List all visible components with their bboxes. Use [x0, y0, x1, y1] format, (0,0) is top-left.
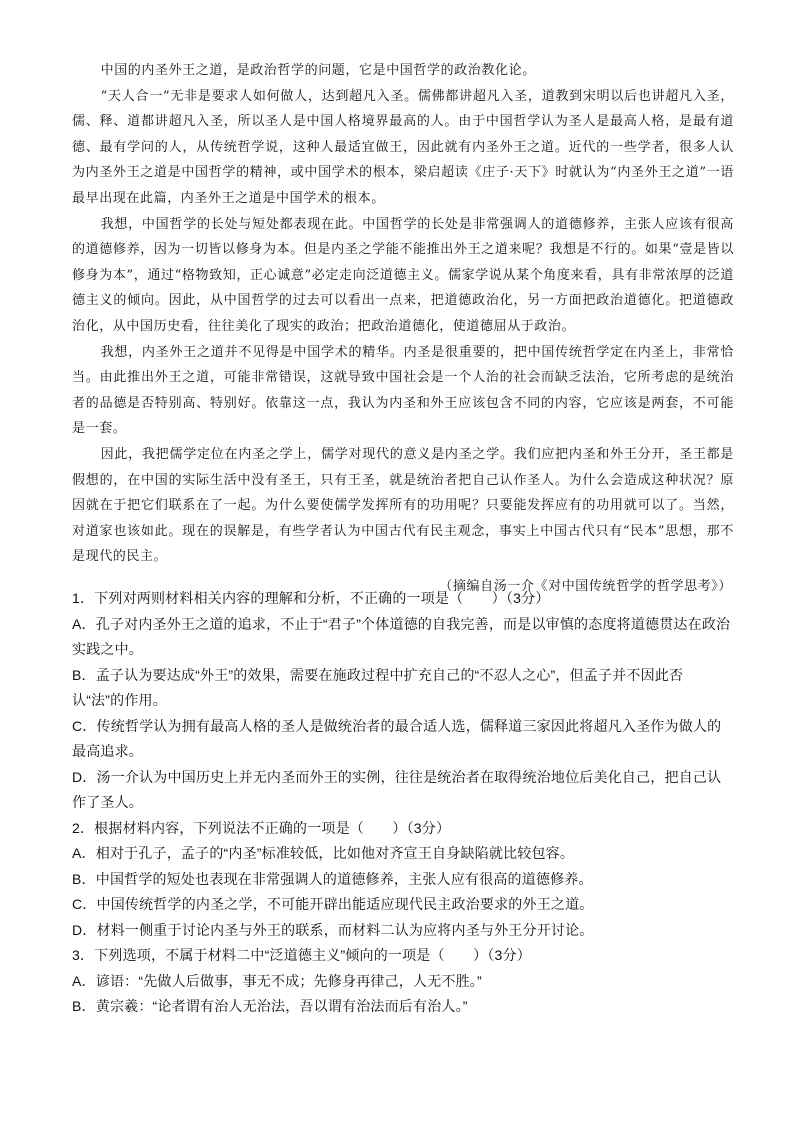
passage-paragraph: 中国的内圣外王之道，是政治哲学的问题，它是中国哲学的政治教化论。 [100, 63, 536, 78]
option-b: B．黄宗羲：“论者谓有治人无治法，吾以谓有治法而后有治人。” [72, 998, 468, 1014]
option-c: C．传统哲学认为拥有最高人格的圣人是做统治者的最合适人选，儒释道三家因此将超凡入圣作为做人的最高追求。 [72, 717, 722, 759]
option-a: A．相对于孔子，孟子的“内圣”标准较低，比如他对齐宣王自身缺陷就比较包容。 [72, 845, 575, 861]
option-d: D．汤一介认为中国历史上并无内圣而外王的实例，往往是统治者在取得统治地位后美化自己，把自己认作了圣人。 [72, 768, 722, 810]
reading-passage [72, 58, 734, 599]
option-d: D．材料一侧重于讨论内圣与外王的联系，而材料二认为应将内圣与外王分开讨论。 [72, 921, 594, 938]
option-b: B．孟子认为要达成“外王”的效果，需要在施政过程中扩充自己的“不忍人之心”，但孟子并不因此否认“法”的作用。 [72, 666, 684, 708]
question-stem: 3．下列选项，不属于材料二中“泛道德主义”倾向的一项是（ ）（3分） [72, 947, 531, 963]
question-list [72, 586, 734, 1020]
question-stem: 1．下列对两则材料相关内容的理解和分析，不正确的一项是（ ）（3分） [72, 590, 550, 606]
option-c: C．中国传统哲学的内圣之学，不可能开辟出能适应现代民主政治要求的外王之道。 [72, 896, 594, 912]
option-a: A．孔子对内圣外王之道的追求，不止于“君子”个体道德的自我完善，而是以审慎的态度将道德贯达在政治实践之中。 [72, 615, 731, 657]
question-1 [72, 586, 734, 816]
passage-paragraph: 我想，中国哲学的长处与短处都表现在此。中国哲学的长处是非常强调人的道德修养，主张人应该有很高的道德修养，因为一切皆以修身为本。但是内圣之学能不能推出外王之道来呢？我想是不行的。如果“壹是皆以修身为本”，通过“格物致知，正心诚意”必定走向泛道德主义。儒家学说从某个角度来看，具有非常浓厚的泛道德主义的倾向。因此，从中国哲学的过去可以看出一点来，把道德政治化，另一方面把政治道德化。把道德政治化，从中国历史看，往往美化了现实的政治；把政治道德化，使道德屈从于政治。 [72, 216, 734, 334]
passage-paragraph: 因此，我把儒学定位在内圣之学上，儒学对现代的意义是内圣之学。我们应把内圣和外王分开，圣王都是假想的，在中国的实际生活中没有圣王，只有王圣，就是统治者把自己认作圣人。为什么会造成这种状况？原因就在于把它们联系在了一起。为什么要使儒学发挥所有的功用呢？只要能发挥应有的功用就可以了。当然，对道家也该如此。现在的误解是，有些学者认为中国古代有民主观念，事实上中国古代只有“民本”思想，那不是现代的民主。 [72, 446, 734, 565]
passage-source: （摘编自汤一介《对中国传统哲学的哲学思考》） [439, 578, 732, 594]
question-2 [72, 816, 734, 944]
option-b: B．中国哲学的短处也表现在非常强调人的道德修养，主张人应有很高的道德修养。 [72, 870, 593, 887]
passage-paragraph: 我想，内圣外王之道并不见得是中国学术的精华。内圣是很重要的，把中国传统哲学定在内圣上，非常恰当。由此推出外王之道，可能非常错误，这就导致中国社会是一个人治的社会而缺乏法治，它所考虑的是统治者的品德是否特别高、特别好。依靠这一点，我认为内圣和外王应该包含不同的内容，它应该是两套，不可能是一套。 [72, 344, 734, 437]
passage-paragraph: “天人合一”无非是要求人如何做人，达到超凡入圣。儒佛都讲超凡入圣，道教到宋明以后也讲超凡入圣，儒、释、道都讲超凡入圣，所以圣人是中国人格境界最高的人。由于中国哲学认为圣人是最高人格，是最有道德、最有学问的人，从传统哲学说，这种人最适宜做王，因此就有内圣外王之道。近代的一些学者，很多人认为内圣外王之道是中国哲学的精神，或中国学术的根本，梁启超读《庄子·天下》时就认为“内圣外王之道”一语最早出现在此篇，内圣外王之道是中国学术的根本。 [72, 88, 734, 206]
question-stem: 2．根据材料内容，下列说法不正确的一项是（ ）（3分） [72, 819, 451, 836]
question-3 [72, 943, 734, 1020]
option-a: A．谚语：“先做人后做事，事无不成；先修身再律己，人无不胜。” [72, 972, 482, 989]
